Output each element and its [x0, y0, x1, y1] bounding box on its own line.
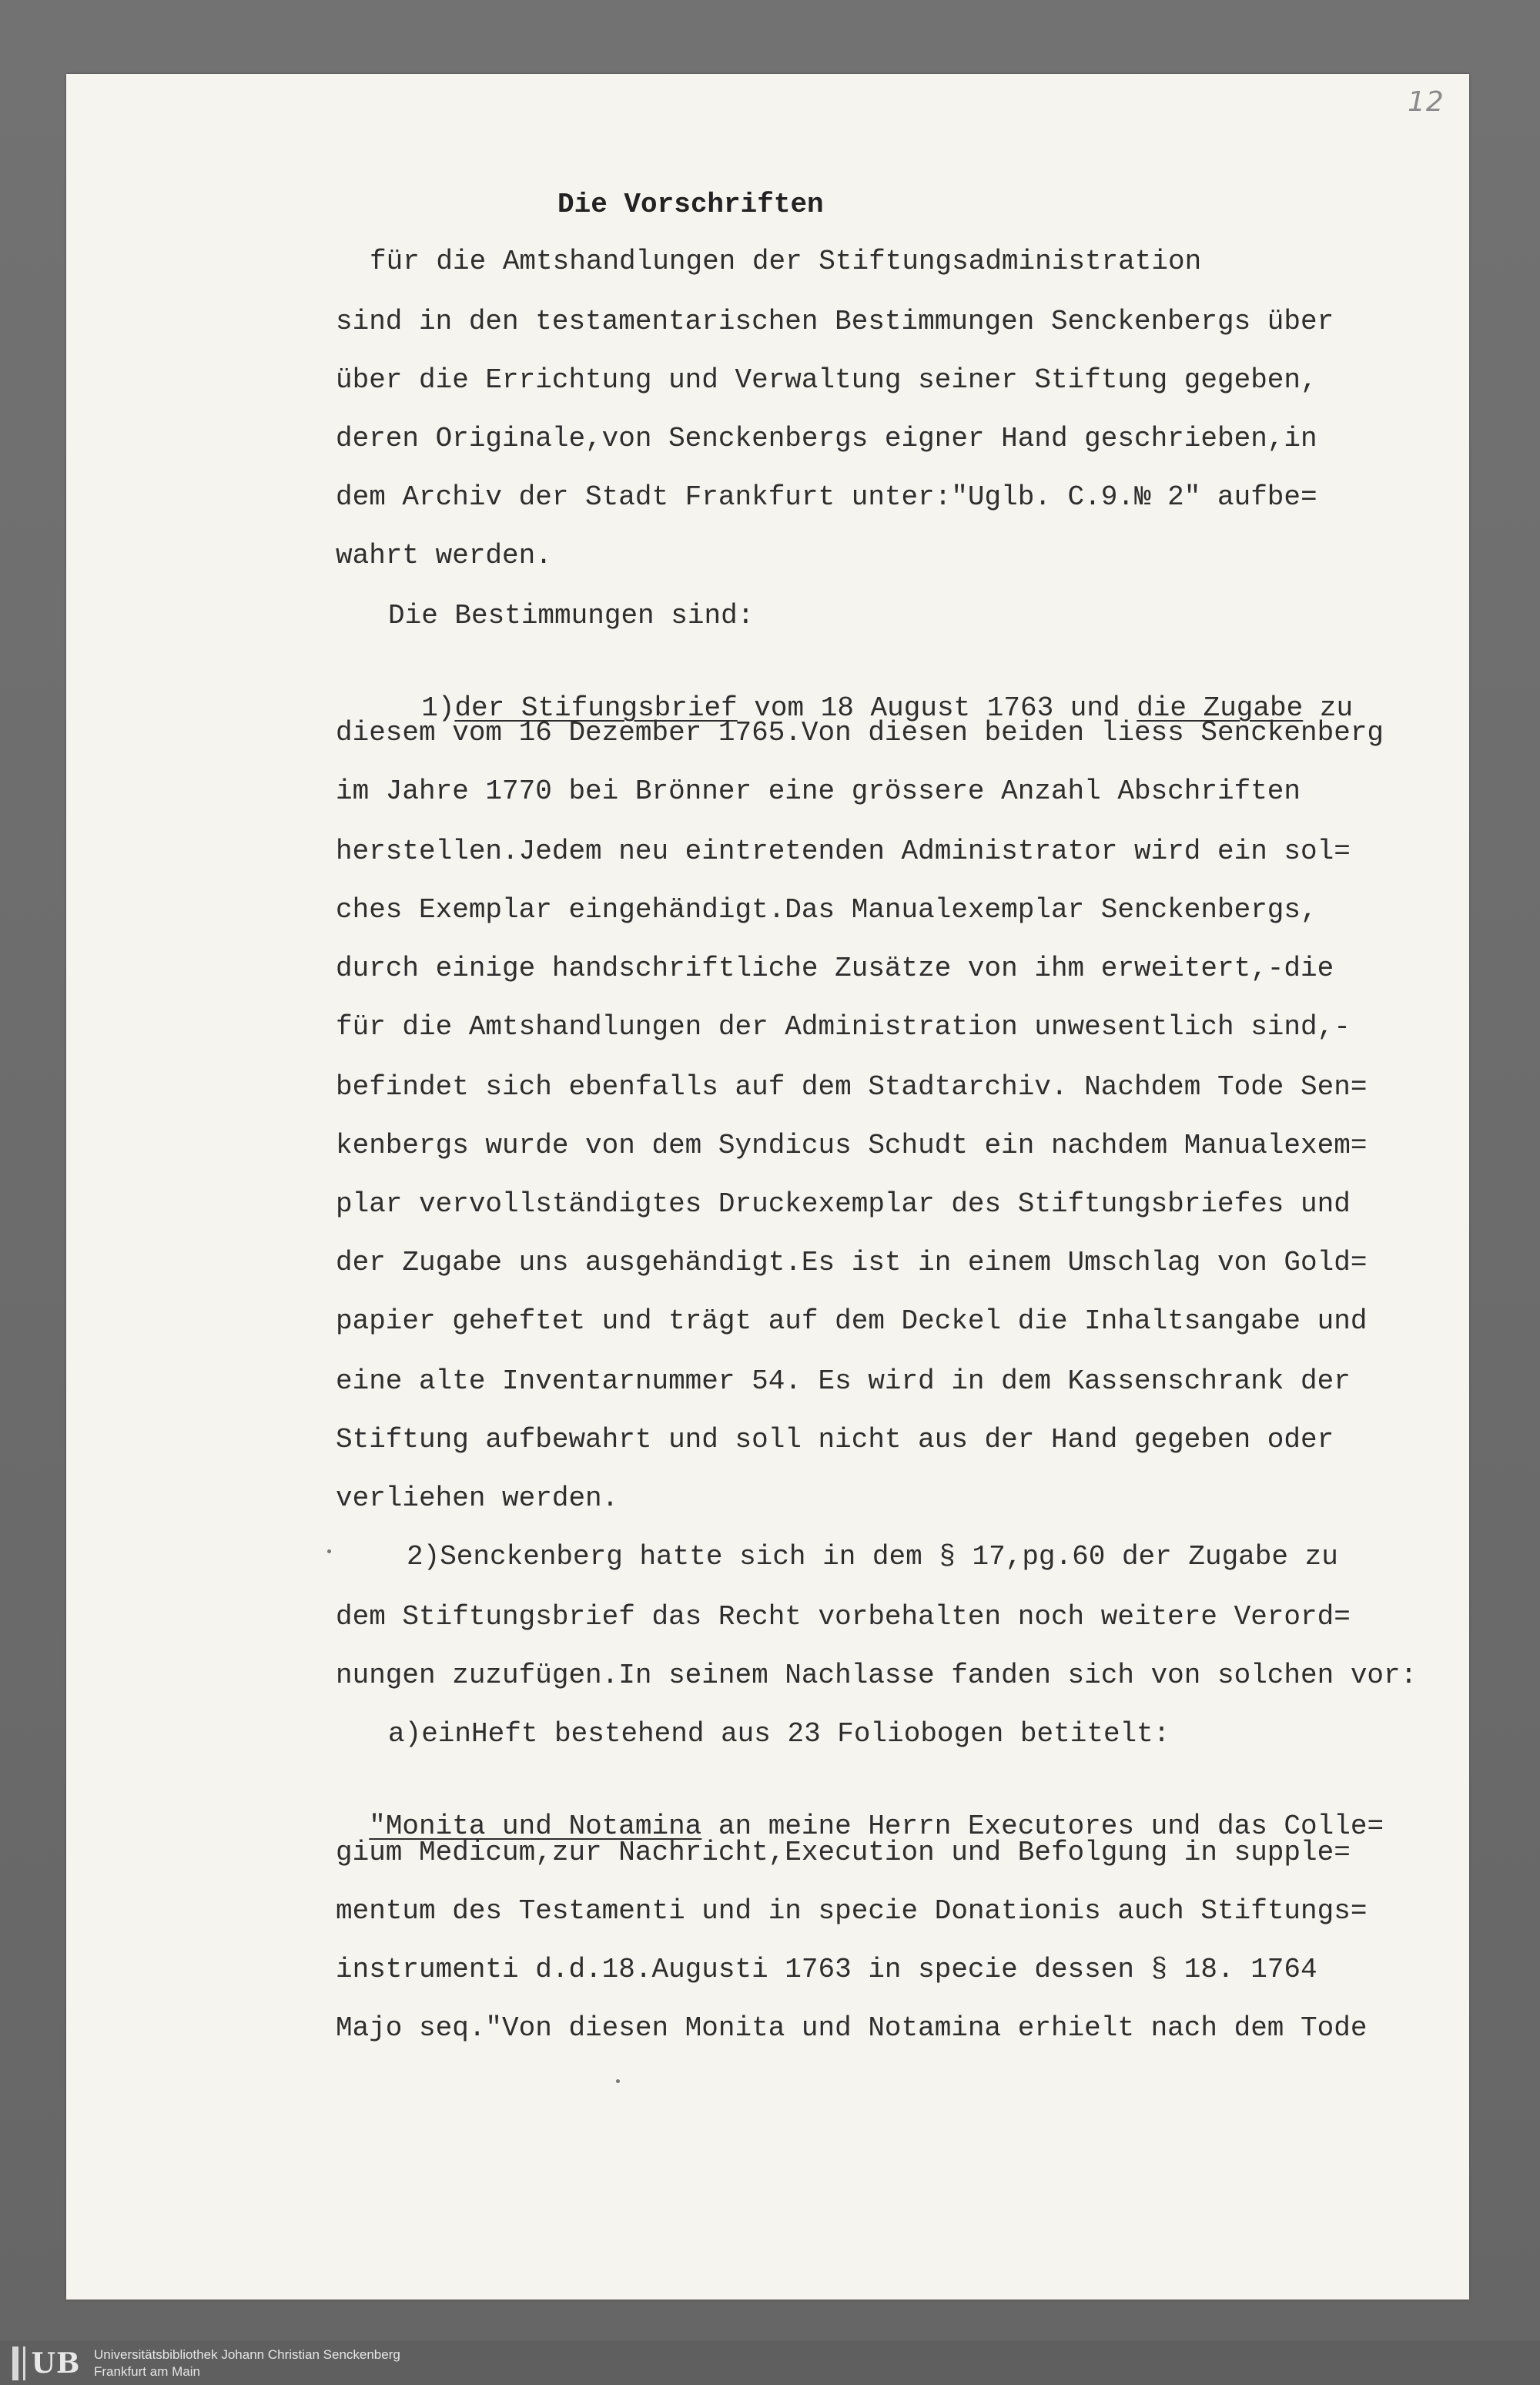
text-line-19: papier geheftet und trägt auf dem Deckel die Inhaltsangabe und — [336, 1305, 1368, 1337]
text-line-20: eine alte Inventarnummer 54. Es wird in dem Kassenschrank der — [336, 1365, 1351, 1397]
text-line-24: dem Stiftungsbrief das Recht vorbehalten noch weitere Verord= — [336, 1601, 1351, 1633]
text-line-18: der Zugabe uns ausgehändigt.Es ist in einem Umschlag von Gold= — [336, 1247, 1368, 1278]
page-number: 12 — [1408, 86, 1445, 118]
text-line-28: gium Medicum,zur Nachricht,Execution und Befolgung in supple= — [336, 1837, 1351, 1868]
underlined-zugabe: die Zugabe — [1137, 692, 1304, 724]
text-line-22: verliehen werden. — [336, 1482, 619, 1514]
text-line-6: wahrt werden. — [336, 540, 552, 571]
text-fragment: zu — [1303, 692, 1354, 724]
text-line-1: für die Amtshandlungen der Stiftungsadministration — [370, 246, 1202, 277]
text-line-10: im Jahre 1770 bei Brönner eine grössere Anzahl Abschriften — [336, 775, 1301, 807]
text-line-7: Die Bestimmungen sind: — [388, 600, 755, 631]
text-line-8 — [388, 658, 1353, 725]
text-line-17: plar vervollständigtes Druckexemplar des Stiftungsbriefes und — [336, 1188, 1351, 1220]
text-line-14: für die Amtshandlungen der Administration unwesentlich sind,- — [336, 1011, 1351, 1043]
text-line-9: diesem vom 16 Dezember 1765.Von diesen beiden liess Senckenberg — [336, 717, 1384, 749]
text-line-27 — [336, 1776, 1384, 1844]
text-fragment: vom 18 August 1763 und — [737, 692, 1137, 724]
document-heading: Die Vorschriften — [557, 189, 824, 220]
text-line-15: befindet sich ebenfalls auf dem Stadtarchiv. Nachdem Tode Sen= — [336, 1071, 1368, 1103]
text-line-31: Majo seq."Von diesen Monita und Notamina erhielt nach dem Tode — [336, 2012, 1368, 2044]
institution-city: Frankfurt am Main — [94, 2364, 200, 2379]
text-line-3: über die Errichtung und Verwaltung seiner Stiftung gegeben, — [336, 364, 1317, 396]
text-line-21: Stiftung aufbewahrt und soll nicht aus der Hand gegeben oder — [336, 1424, 1334, 1455]
item-number: 1) — [421, 692, 455, 724]
text-line-12: ches Exemplar eingehändigt.Das Manualexemplar Senckenbergs, — [336, 894, 1317, 926]
paper-speck — [616, 2079, 620, 2083]
logo-text: UB — [31, 2347, 81, 2380]
text-fragment: an meine Herrn Executores und das Colle= — [701, 1811, 1384, 1842]
paper-speck — [327, 1549, 331, 1553]
underlined-monita: "Monita und Notamina — [369, 1811, 702, 1842]
text-line-2: sind in den testamentarischen Bestimmungen Senckenbergs über — [336, 306, 1334, 337]
ub-logo — [3, 2344, 89, 2383]
text-line-23: 2)Senckenberg hatte sich in dem § 17,pg.60 der Zugabe zu — [407, 1541, 1338, 1573]
library-footer — [0, 2341, 1540, 2385]
text-line-30: instrumenti d.d.18.Augusti 1763 in specie dessen § 18. 1764 — [336, 1954, 1317, 1985]
underlined-stiftungsbrief: der Stifungsbrief — [454, 692, 738, 724]
logo-bar — [23, 2346, 25, 2380]
text-line-4: deren Originale,von Senckenbergs eigner Hand geschrieben,in — [336, 423, 1317, 454]
text-line-25: nungen zuzufügen.In seinem Nachlasse fanden sich von solchen vor: — [336, 1660, 1418, 1691]
text-line-29: mentum des Testamenti und in specie Donationis auch Stiftungs= — [336, 1895, 1368, 1927]
text-line-11: herstellen.Jedem neu eintretenden Administrator wird ein sol= — [336, 836, 1351, 867]
text-line-5: dem Archiv der Stadt Frankfurt unter:"Uglb. C.9.№ 2" aufbe= — [336, 481, 1317, 513]
logo-bar — [12, 2346, 18, 2380]
text-line-26: a)einHeft bestehend aus 23 Foliobogen betitelt: — [388, 1718, 1170, 1750]
text-line-13: durch einige handschriftliche Zusätze von ihm erweitert,-die — [336, 953, 1334, 984]
institution-name: Universitätsbibliothek Johann Christian Senckenberg — [94, 2347, 400, 2362]
text-line-16: kenbergs wurde von dem Syndicus Schudt ein nachdem Manualexem= — [336, 1130, 1368, 1161]
